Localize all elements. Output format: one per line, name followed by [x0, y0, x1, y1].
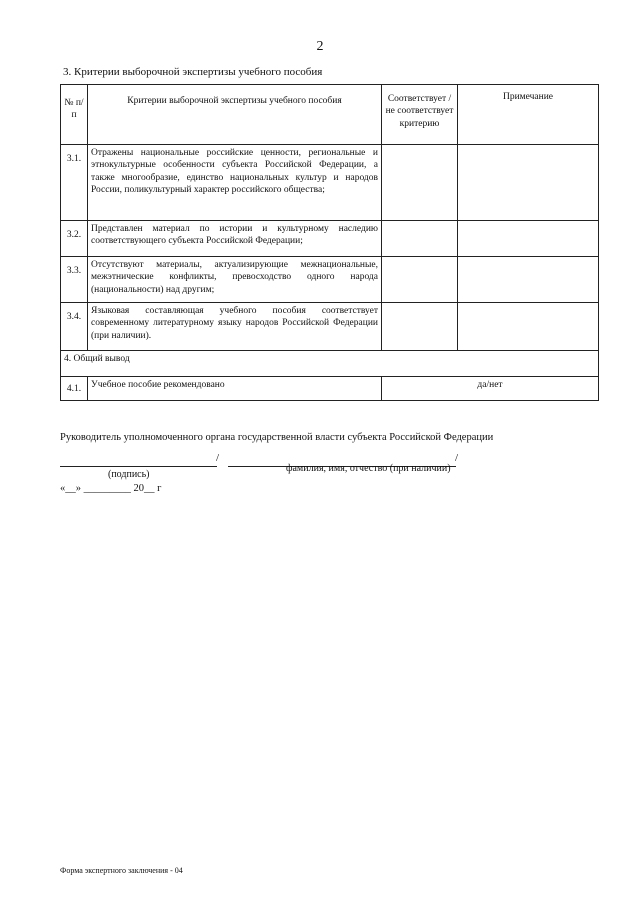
name-slash: / — [455, 452, 459, 464]
row-match-cell[interactable] — [382, 303, 458, 351]
table-row — [61, 257, 599, 303]
head-title: Руководитель уполномоченного органа государственной власти субъекта Российской Федерации — [60, 432, 494, 443]
summary-text: Учебное пособие рекомендовано — [88, 377, 382, 401]
criteria-table — [60, 84, 599, 401]
signature-line — [60, 466, 217, 467]
row-criterion: Представлен материал по истории и культурному наследию соответствующего субъекта Российской Федерации; — [88, 221, 382, 257]
table-row — [61, 221, 599, 257]
name-label: фамилия, имя, отчество (при наличии) — [286, 463, 451, 474]
footer: Форма экспертного заключения - 04 — [60, 866, 183, 875]
header-criteria: Критерии выборочной экспертизы учебного пособия — [88, 85, 382, 145]
signature-label: (подпись) — [108, 469, 150, 480]
row-num: 3.4. — [61, 303, 88, 351]
row-match-cell[interactable] — [382, 257, 458, 303]
row-note-cell[interactable] — [458, 303, 599, 351]
row-note-cell[interactable] — [458, 257, 599, 303]
summary-title-row — [61, 351, 599, 377]
row-match-cell[interactable] — [382, 221, 458, 257]
table-row — [61, 145, 599, 221]
row-criterion: Языковая составляющая учебного пособия соответствует современному литературному языку народов Российской Федерации (при наличии). — [88, 303, 382, 351]
section-title: 3. Критерии выборочной экспертизы учебного пособия — [63, 66, 323, 78]
summary-row — [61, 377, 599, 401]
header-match: Соответствует /не соответствует критерию — [382, 85, 458, 145]
date-line: «__» _________ 20__ г — [60, 483, 162, 494]
row-match-cell[interactable] — [382, 145, 458, 221]
row-criterion: Отражены национальные российские ценности, региональные и этнокультурные особенности субъекта Российской Федерации, а также многообразие, единство национальных культур и народов России, поликультурный характер российского общества; — [88, 145, 382, 221]
row-note-cell[interactable] — [458, 221, 599, 257]
table-row — [61, 303, 599, 351]
row-note-cell[interactable] — [458, 145, 599, 221]
summary-num: 4.1. — [61, 377, 88, 401]
table-header-row — [61, 85, 599, 145]
header-note: Примечание — [458, 85, 599, 145]
page-number: 2 — [316, 39, 324, 54]
row-num: 3.1. — [61, 145, 88, 221]
header-num: № п/п — [61, 85, 88, 145]
signature-slash: / — [216, 452, 220, 464]
summary-title: 4. Общий вывод — [61, 351, 599, 377]
row-criterion: Отсутствуют материалы, актуализирующие межнациональные, межэтнические конфликты, превосходство одного народа (национальности) над другим; — [88, 257, 382, 303]
row-num: 3.3. — [61, 257, 88, 303]
row-num: 3.2. — [61, 221, 88, 257]
verdict-value[interactable]: да/нет — [382, 377, 599, 401]
